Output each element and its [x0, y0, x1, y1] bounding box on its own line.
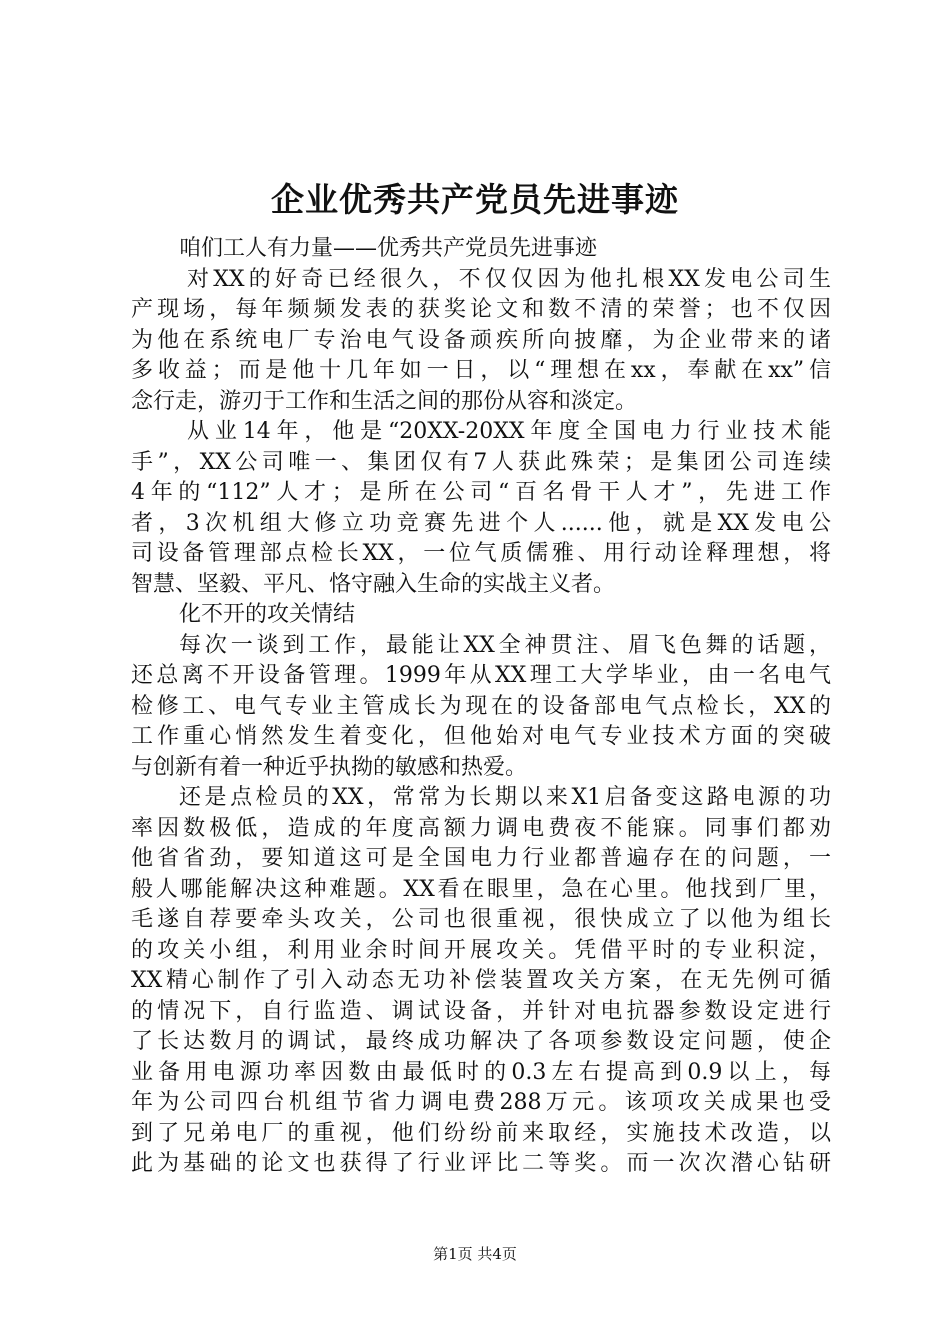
paragraph-line: XX精心制作了引入动态无功补偿装置攻关方案，在无先例可循: [131, 968, 831, 993]
paragraph-line: 检修工、电气专业主管成长为现在的设备部电气点检长，XX的: [131, 693, 831, 719]
subtitle-line: 咱们工人有力量——优秀共产党员先进事迹: [179, 236, 598, 261]
section-heading: 化不开的攻关情结: [179, 602, 356, 627]
paragraph-line: 工作重心悄然发生着变化，但他始对电气专业技术方面的突破: [131, 724, 831, 749]
paragraph-line: 者，3次机组大修立功竞赛先进个人......他，就是XX发电公: [131, 510, 831, 536]
paragraph-line: 他省省劲，要知道这可是全国电力行业都普遍存在的问题，一: [131, 846, 831, 871]
paragraph-line: 每次一谈到工作，最能让XX全神贯注、眉飞色舞的话题，: [179, 632, 831, 658]
paragraph-line: 4年的“112”人才；是所在公司“百名骨干人才”，先进工作: [131, 480, 831, 505]
document-title: 企业优秀共产党员先进事迹: [271, 180, 679, 219]
paragraph-line: 率因数极低，造成的年度高额力调电费夜不能寐。同事们都劝: [131, 815, 831, 841]
paragraph-line: 还总离不开设备管理。1999年从XX理工大学毕业，由一名电气: [131, 663, 831, 688]
paragraph-line: 对XX的好奇已经很久，不仅仅因为他扎根XX发电公司生: [187, 266, 831, 292]
paragraph-line: 到了兄弟电厂的重视，他们纷纷前来取经，实施技术改造，以: [131, 1120, 831, 1146]
paragraph-line: 业备用电源功率因数由最低时的0.3左右提高到0.9以上，每: [131, 1059, 831, 1085]
document-body: [131, 234, 831, 1180]
paragraph-line: 毛遂自荐要牵头攻关，公司也很重视，很快成立了以他为组长: [131, 907, 831, 932]
paragraph-line: 念行走，游刃于工作和生活之间的那份从容和淡定。: [131, 388, 638, 414]
paragraph-line: 与创新有着一种近乎执拗的敏感和热爱。: [131, 754, 528, 780]
paragraph-line: 为他在系统电厂专治电气设备顽疾所向披靡，为企业带来的诸: [131, 327, 831, 353]
paragraph-line: 还是点检员的XX，常常为长期以来X1启备变这路电源的功: [179, 785, 831, 810]
page-number-footer: 第1页 共4页: [433, 1245, 517, 1263]
paragraph-line: 产现场，每年频频发表的获奖论文和数不清的荣誉；也不仅因: [131, 297, 831, 322]
paragraph-line: 的情况下，自行监造、调试设备，并针对电抗器参数设定进行: [131, 998, 831, 1024]
paragraph-line: 手”，XX公司唯一、集团仅有7人获此殊荣；是集团公司连续: [131, 449, 831, 475]
paragraph-line: 智慧、坚毅、平凡、恪守融入生命的实战主义者。: [131, 571, 616, 597]
paragraph-line: 年为公司四台机组节省力调电费288万元。该项攻关成果也受: [131, 1090, 831, 1115]
paragraph-line: 司设备管理部点检长XX，一位气质儒雅、用行动诠释理想，将: [131, 541, 831, 566]
paragraph-line: 从业14年，他是“20XX-20XX年度全国电力行业技术能: [187, 419, 831, 444]
paragraph-line: 般人哪能解决这种难题。XX看在眼里，急在心里。他找到厂里，: [131, 876, 831, 902]
paragraph-line: 了长达数月的调试，最终成功解决了各项参数设定问题，使企: [131, 1029, 831, 1054]
paragraph-line: 此为基础的论文也获得了行业评比二等奖。而一次次潜心钻研: [131, 1151, 831, 1176]
paragraph-line: 的攻关小组，利用业余时间开展攻关。凭借平时的专业积淀，: [131, 937, 831, 963]
paragraph-line: 多收益；而是他十几年如一日，以“理想在xx，奉献在xx”信: [131, 358, 831, 383]
